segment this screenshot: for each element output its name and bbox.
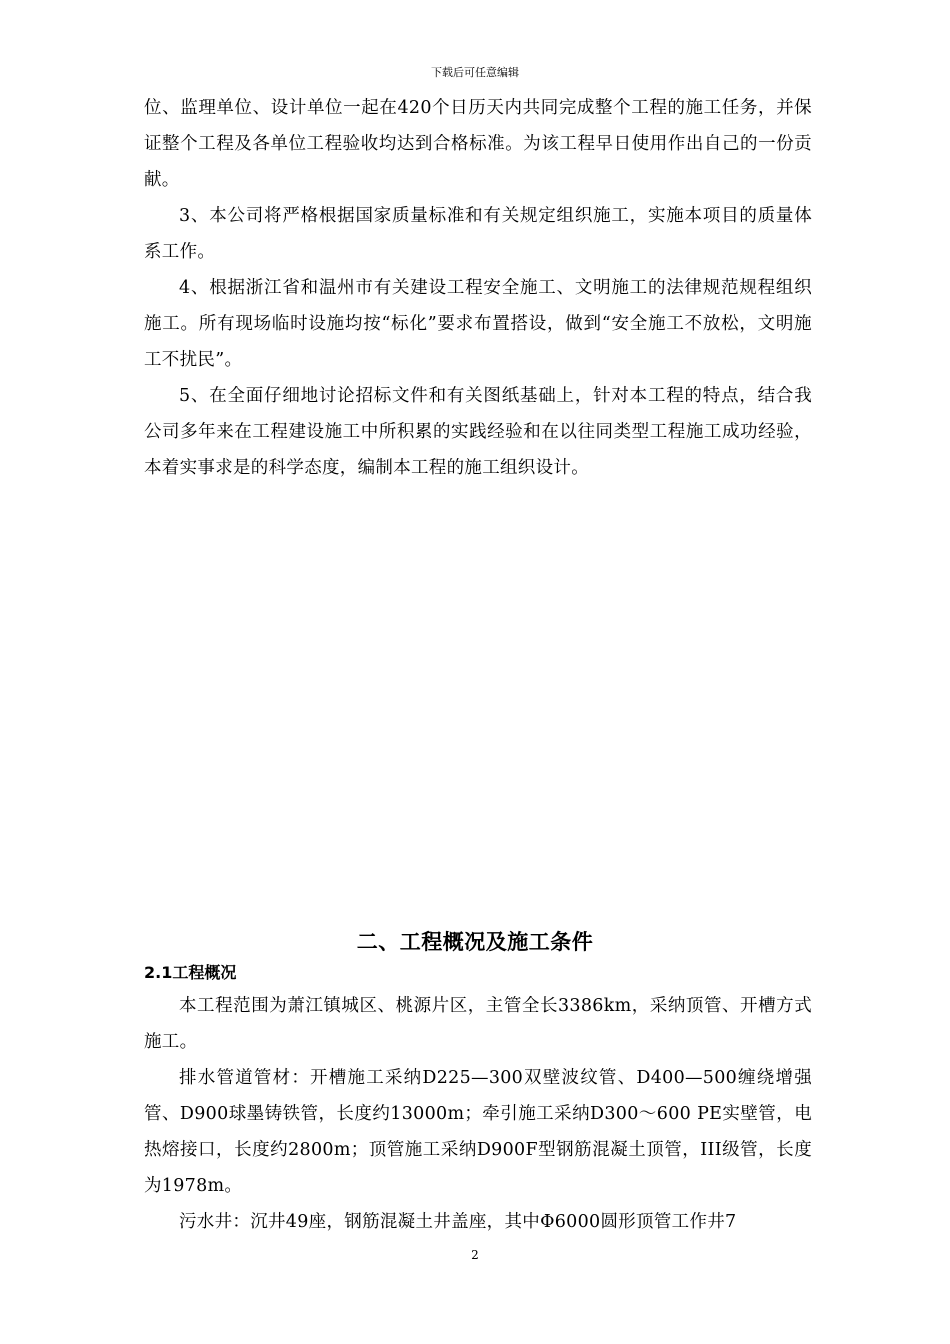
- paragraph-sewage-wells: 污水井：沉井49座，钢筋混凝土井盖座，其中Φ6000圆形顶管工作井7: [179, 1212, 737, 1232]
- paragraph-item-4: 4、根据浙江省和温州市有关建设工程安全施工、文明施工的法律规范规程组织施工。所有现场临时设施均按“标化”要求布置搭设，做到“安全施工不放松，文明施工不扰民”。: [144, 278, 812, 370]
- paragraph-item-5: 5、在全面仔细地讨论招标文件和有关图纸基础上，针对本工程的特点，结合我公司多年来在工程建设施工中所积累的实践经验和在以往同类型工程施工成功经验，本着实事求是的科学态度，编制本工程的施工组织设计。: [144, 386, 812, 478]
- paragraph-continuation: 位、监理单位、设计单位一起在420个日历天内共同完成整个工程的施工任务，并保证整个工程及各单位工程验收均达到合格标准。为该工程早日使用作出自己的一份贡献。: [144, 98, 812, 190]
- overview-text-block: [144, 988, 812, 1240]
- section-title: 二、工程概况及施工条件: [356, 930, 594, 954]
- header-note: 下载后可任意编辑: [431, 66, 519, 79]
- paragraph-item-3: 3、本公司将严格根据国家质量标准和有关规定组织施工，实施本项目的质量体系工作。: [144, 206, 812, 262]
- subsection-title: 2.1工程概况: [144, 963, 237, 982]
- paragraph-scope: 本工程范围为萧江镇城区、桃源片区，主管全长3386km，采纳顶管、开槽方式施工。: [144, 996, 812, 1052]
- paragraph-pipe-materials: 排水管道管材：开槽施工采纳D225—300双壁波纹管、D400—500缠绕增强管、D900球墨铸铁管，长度约13000m；牵引施工采纳D300～600 PE实壁管，电热熔接口，长度约2800m；顶管施工采纳D900F型钢筋混凝土顶管，III级管，长度为1978m。: [144, 1068, 812, 1196]
- page-number: 2: [471, 1248, 479, 1262]
- intro-text-block: [144, 90, 812, 486]
